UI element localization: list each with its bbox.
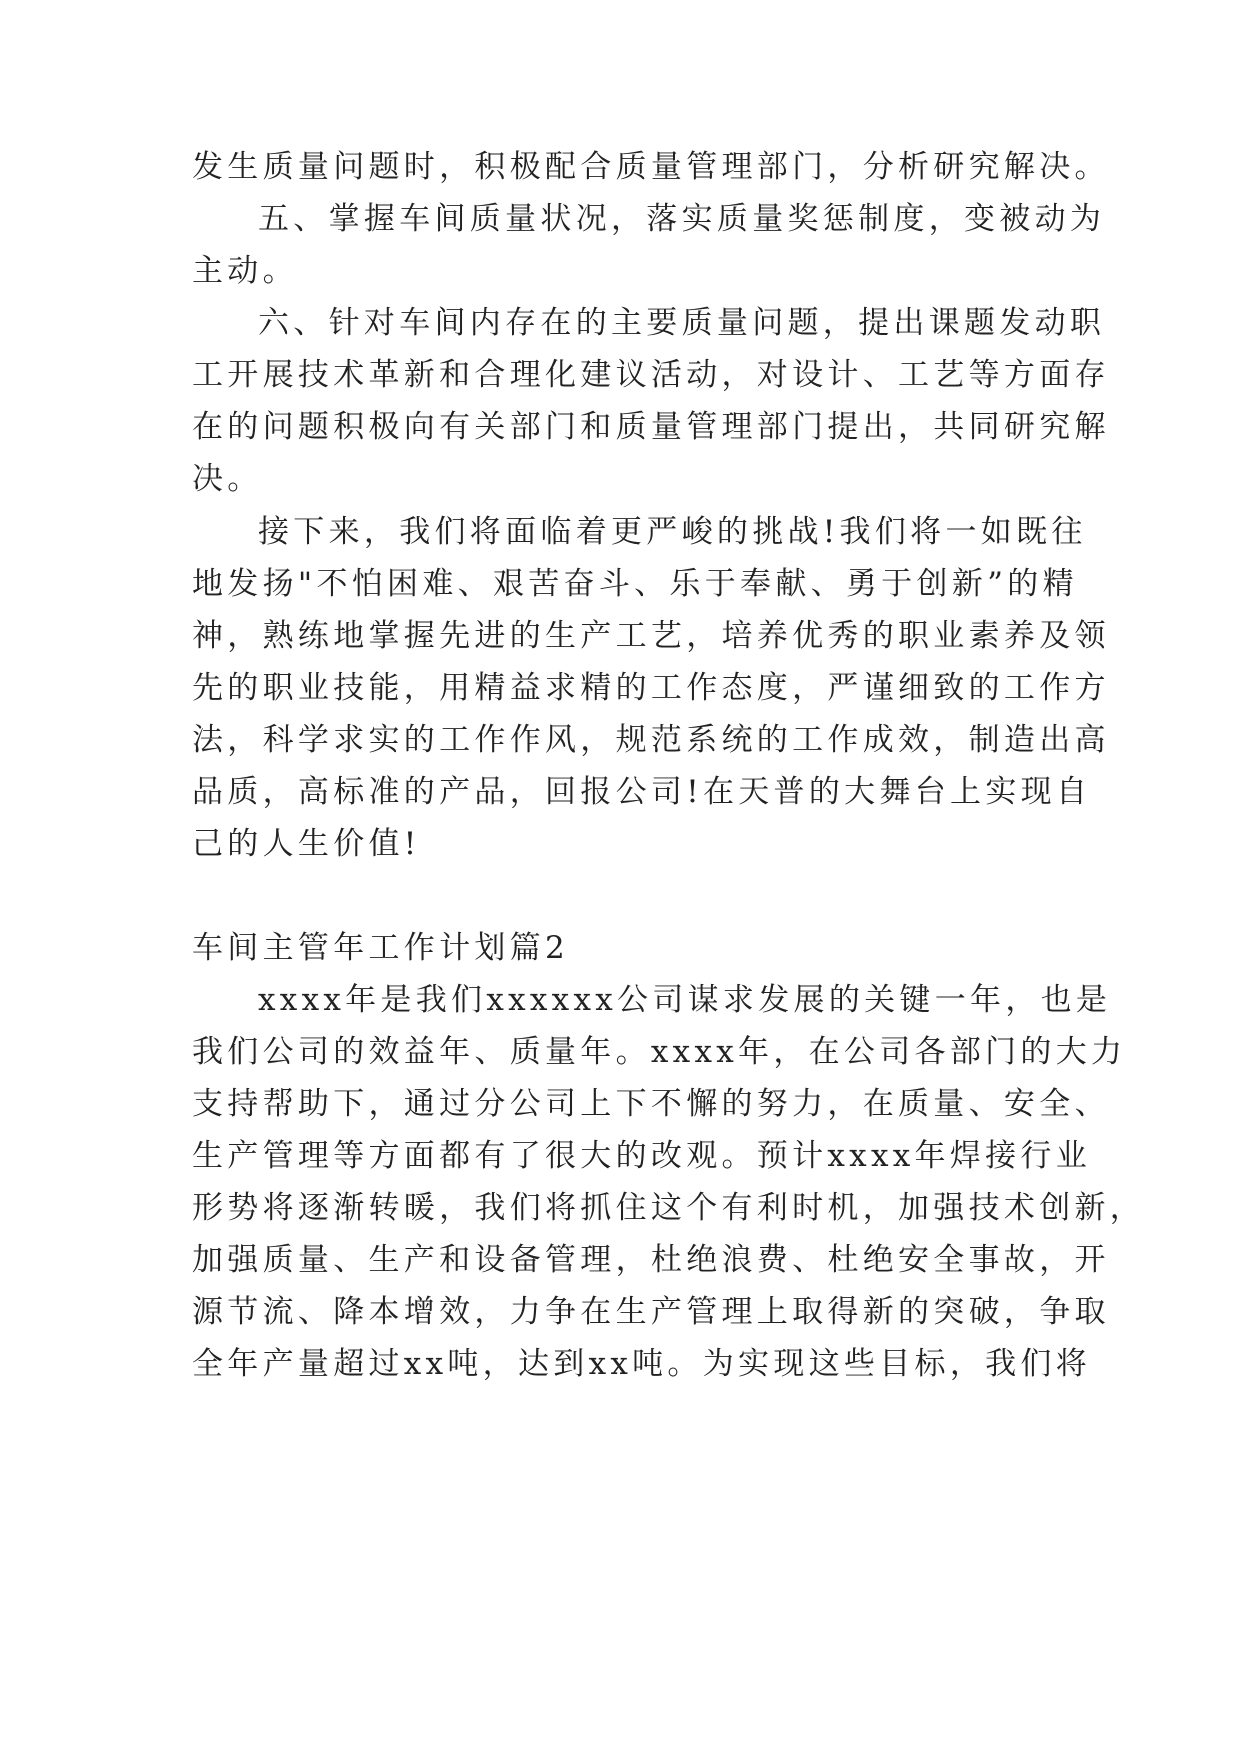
body-text-line: 先的职业技能，用精益求精的工作态度，严谨细致的工作方 bbox=[192, 670, 1110, 706]
body-text-line: 源节流、降本增效，力争在生产管理上取得新的突破，争取 bbox=[192, 1294, 1110, 1330]
body-text-line: 工开展技术革新和合理化建议活动，对设计、工艺等方面存 bbox=[192, 357, 1110, 393]
body-text-line: 法，科学求实的工作作风，规范系统的工作成效，制造出高 bbox=[192, 722, 1110, 758]
body-text-line: 全年产量超过xx吨，达到xx吨。为实现这些目标，我们将 bbox=[192, 1346, 1092, 1382]
body-text-line: 品质，高标准的产品，回报公司!在天普的大舞台上实现自 bbox=[192, 774, 1092, 810]
body-text-line: 地发扬"不怕困难、艰苦奋斗、乐于奉献、勇于创新”的精 bbox=[192, 566, 1078, 602]
body-text-line: 神，熟练地掌握先进的生产工艺，培养优秀的职业素养及领 bbox=[192, 618, 1110, 654]
body-text-line: 六、针对车间内存在的主要质量问题，提出课题发动职 bbox=[258, 305, 1106, 341]
body-text-line: 决。 bbox=[192, 461, 263, 497]
body-text-line: 接下来，我们将面临着更严峻的挑战!我们将一如既往 bbox=[258, 514, 1087, 550]
body-text-line: 主动。 bbox=[192, 253, 298, 289]
body-text-line: 形势将逐渐转暖，我们将抓住这个有利时机，加强技术创新， bbox=[192, 1190, 1146, 1226]
body-text-line: 发生质量问题时，积极配合质量管理部门，分析研究解决。 bbox=[192, 149, 1110, 185]
body-text-line: 生产管理等方面都有了很大的改观。预计xxxx年焊接行业 bbox=[192, 1138, 1092, 1174]
section-heading: 车间主管年工作计划篇2 bbox=[192, 930, 570, 966]
body-text-line: 己的人生价值! bbox=[192, 826, 421, 862]
body-text-line: 在的问题积极向有关部门和质量管理部门提出，共同研究解 bbox=[192, 409, 1110, 445]
body-text-line: 支持帮助下，通过分公司上下不懈的努力，在质量、安全、 bbox=[192, 1086, 1110, 1122]
body-text-line: 五、掌握车间质量状况，落实质量奖惩制度，变被动为 bbox=[258, 201, 1106, 237]
body-text-line: xxxx年是我们xxxxxx公司谋求发展的关键一年，也是 bbox=[258, 982, 1112, 1018]
body-text-line: 加强质量、生产和设备管理，杜绝浪费、杜绝安全事故，开 bbox=[192, 1242, 1110, 1278]
body-text-line: 我们公司的效益年、质量年。xxxx年，在公司各部门的大力 bbox=[192, 1034, 1127, 1070]
